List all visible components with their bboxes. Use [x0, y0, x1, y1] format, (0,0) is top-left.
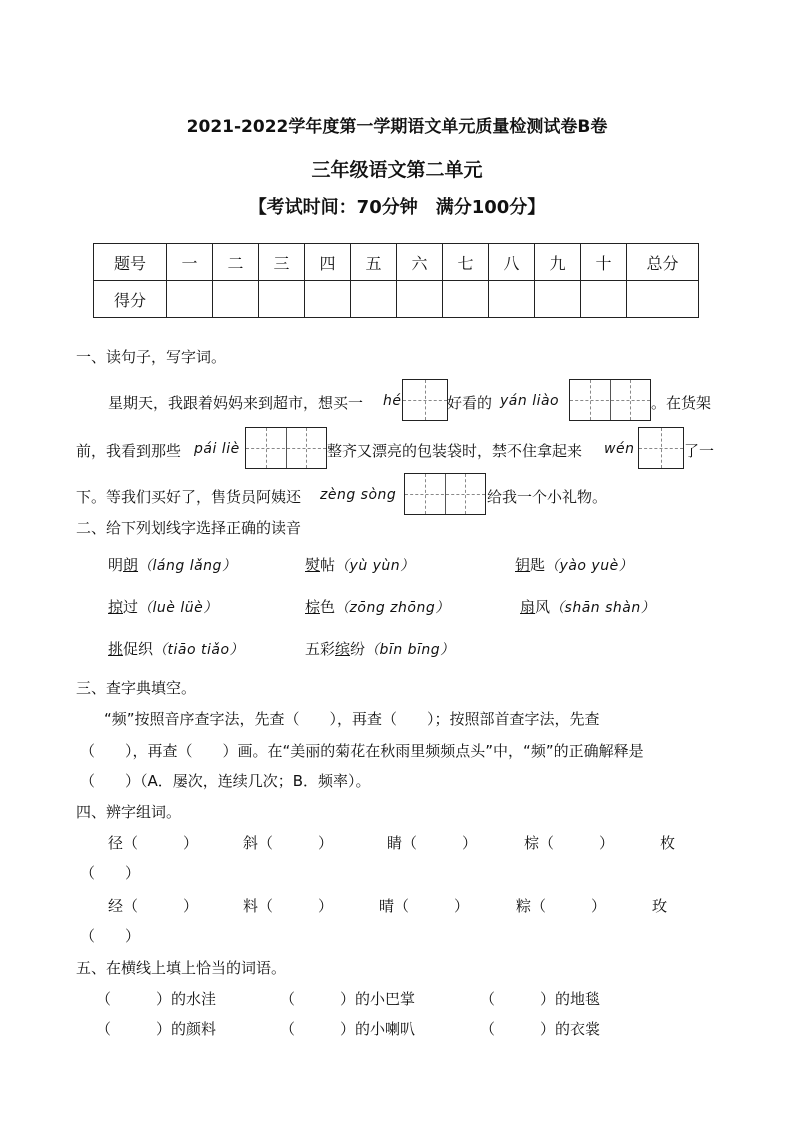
fill-blank-item: （ ）的水洼: [96, 990, 217, 1008]
exam-subtitle: 三年级语文第二单元: [311, 159, 483, 181]
fill-blank-item: （ ）的衣裳: [480, 1020, 601, 1038]
tianzige-box[interactable]: [245, 427, 327, 469]
pinyin-label: wén: [604, 441, 635, 457]
score-cell[interactable]: [535, 281, 581, 318]
word-group-item: 径（ ）: [108, 834, 199, 852]
score-cell[interactable]: [305, 281, 351, 318]
section1-text: 。在货架: [651, 394, 712, 412]
score-table-score-row: [94, 281, 699, 318]
section1-text: 前，我看到那些: [76, 442, 182, 460]
score-cell[interactable]: [489, 281, 535, 318]
word-group-item: （ ）: [80, 927, 141, 945]
tianzige-box[interactable]: [402, 379, 448, 421]
pronunciation-item: 钥匙（yào yuè）: [515, 556, 634, 574]
table-header-cell: 题号: [94, 244, 167, 281]
fill-blank-item: （ ）的小喇叭: [280, 1020, 416, 1038]
word-group-item: 粽（ ）: [516, 897, 607, 915]
pronunciation-item: 掠过（luè lüè）: [108, 598, 218, 616]
section1-text: 好看的: [447, 394, 493, 412]
tianzige-box[interactable]: [404, 473, 486, 515]
table-header-cell: 五: [351, 244, 397, 281]
exam-title: 2021-2022学年度第一学期语文单元质量检测试卷B卷: [186, 117, 608, 137]
pinyin-label: yán liào: [500, 393, 560, 409]
score-cell[interactable]: [581, 281, 627, 318]
word-group-item: 晴（ ）: [379, 897, 470, 915]
word-group-item: 睛（ ）: [387, 834, 478, 852]
score-cell[interactable]: [167, 281, 213, 318]
pinyin-label: pái liè: [194, 441, 240, 457]
section1-text: 下。等我们买好了，售货员阿姨还: [76, 488, 302, 506]
pronunciation-item: 棕色（zōng zhōng）: [305, 598, 450, 616]
score-row-label: 得分: [94, 281, 167, 318]
section3-line: （ ）（A．屡次，连续几次；B．频率）。: [80, 772, 371, 790]
fill-blank-item: （ ）的地毯: [480, 990, 601, 1008]
score-cell[interactable]: [627, 281, 699, 318]
word-group-item: （ ）: [80, 864, 141, 882]
table-header-cell: 总分: [627, 244, 699, 281]
tianzige-box[interactable]: [638, 427, 684, 469]
table-header-cell: 六: [397, 244, 443, 281]
table-header-cell: 四: [305, 244, 351, 281]
tianzige-box[interactable]: [569, 379, 651, 421]
section3-line: （ ），再查（ ）画。在“美丽的菊花在秋雨里频频点头”中，“频”的正确解释是: [80, 742, 644, 760]
section5-heading: 五、在横线上填上恰当的词语。: [76, 959, 287, 977]
section4-heading: 四、辨字组词。: [76, 803, 182, 821]
section3-heading: 三、查字典填空。: [76, 679, 197, 697]
table-header-cell: 八: [489, 244, 535, 281]
word-group-item: 经（ ）: [108, 897, 199, 915]
pronunciation-item: 熨帖（yù yùn）: [305, 556, 415, 574]
pronunciation-item: 扇风（shān shàn）: [520, 598, 656, 616]
score-table: [93, 243, 699, 318]
section1-text: 给我一个小礼物。: [487, 488, 608, 506]
word-group-item: 斜（ ）: [243, 834, 334, 852]
score-cell[interactable]: [397, 281, 443, 318]
fill-blank-item: （ ）的小巴掌: [280, 990, 416, 1008]
section2-heading: 二、给下列划线字选择正确的读音: [76, 519, 302, 537]
section1-text: 整齐又漂亮的包装袋时，禁不住拿起来: [327, 442, 583, 460]
fill-blank-item: （ ）的颜料: [96, 1020, 217, 1038]
table-header-cell: 七: [443, 244, 489, 281]
score-cell[interactable]: [213, 281, 259, 318]
table-header-cell: 二: [213, 244, 259, 281]
pronunciation-item: 挑促织（tiāo tiǎo）: [108, 640, 245, 658]
word-group-item: 棕（ ）: [524, 834, 615, 852]
pronunciation-item: 明朗（láng lǎng）: [108, 556, 237, 574]
section1-text: 星期天，我跟着妈妈来到超市，想买一: [108, 394, 364, 412]
table-header-cell: 十: [581, 244, 627, 281]
table-header-cell: 九: [535, 244, 581, 281]
score-cell[interactable]: [351, 281, 397, 318]
word-group-item: 玫: [652, 897, 668, 915]
table-header-cell: 一: [167, 244, 213, 281]
table-header-cell: 三: [259, 244, 305, 281]
word-group-item: 料（ ）: [243, 897, 334, 915]
exam-time-info: 【考试时间：70分钟 满分100分】: [248, 197, 546, 218]
word-group-item: 枚: [660, 834, 676, 852]
section1-text: 了一: [684, 442, 715, 460]
section1-heading: 一、读句子，写字词。: [76, 348, 227, 366]
score-cell[interactable]: [259, 281, 305, 318]
pinyin-label: hé: [383, 393, 402, 409]
section3-line: “频”按照音序查字法，先查（ ），再查（ ）；按照部首查字法，先查: [104, 710, 600, 728]
score-table-header-row: [94, 244, 699, 281]
pronunciation-item: 五彩缤纷（bīn bīng）: [305, 640, 455, 658]
score-cell[interactable]: [443, 281, 489, 318]
pinyin-label: zèng sòng: [320, 487, 397, 503]
